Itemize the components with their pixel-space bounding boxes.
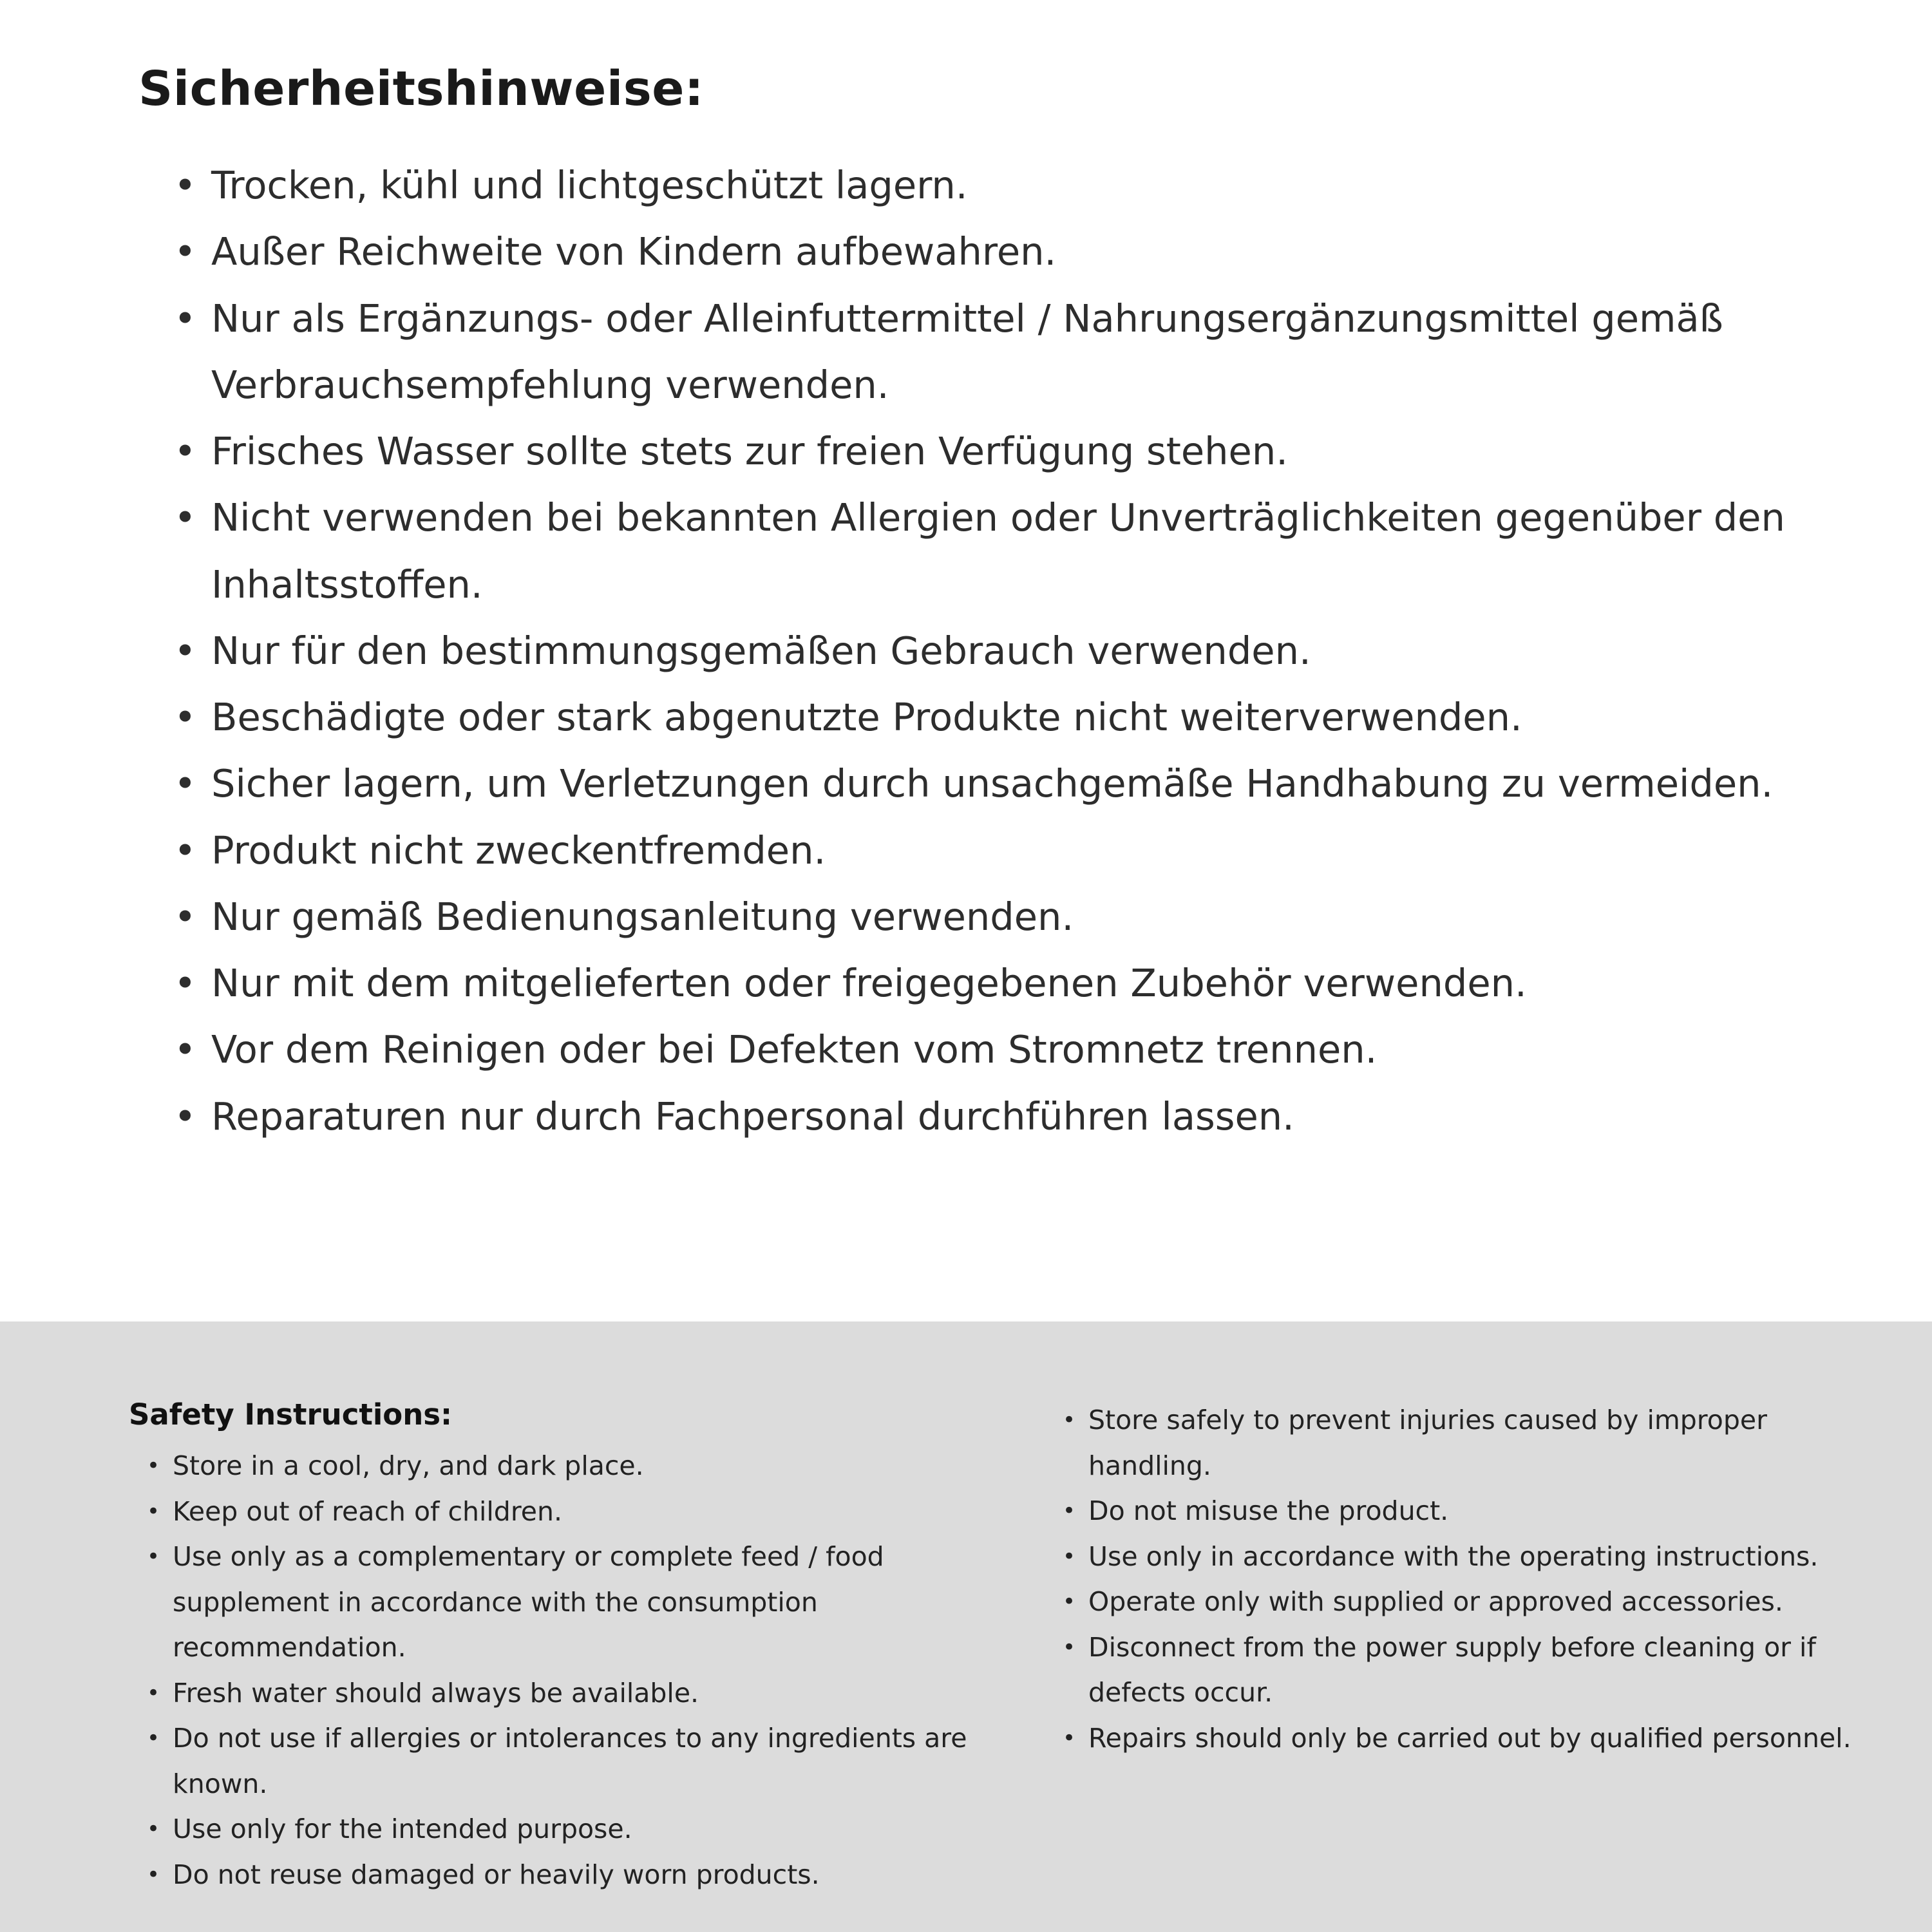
list-item bbox=[1063, 1397, 1869, 1488]
english-right-column bbox=[1045, 1397, 1869, 1932]
list-item bbox=[174, 750, 1835, 817]
list-item-text: Use only as a complementary or complete feed / food supplement in accordance with the consumption recommendation. bbox=[173, 1541, 884, 1663]
list-item bbox=[147, 1534, 992, 1671]
list-item bbox=[147, 1489, 992, 1535]
list-item-text: Produkt nicht zweckentfremden. bbox=[211, 828, 826, 873]
list-item bbox=[174, 218, 1835, 285]
list-item bbox=[174, 684, 1835, 750]
list-item-text: Repairs should only be carried out by qualified personnel. bbox=[1088, 1722, 1852, 1754]
bullet-icon: • bbox=[147, 1453, 160, 1479]
english-safety-list-left bbox=[129, 1443, 992, 1897]
bullet-icon: • bbox=[1063, 1589, 1076, 1615]
list-item bbox=[147, 1443, 992, 1489]
list-item bbox=[174, 817, 1835, 884]
list-item bbox=[1063, 1534, 1869, 1580]
list-item-text: Nur für den bestimmungsgemäßen Gebrauch verwenden. bbox=[211, 628, 1311, 673]
english-left-column bbox=[129, 1397, 992, 1932]
list-item-text: Store safely to prevent injuries caused by improper handling. bbox=[1088, 1405, 1767, 1481]
bullet-icon: • bbox=[1063, 1634, 1076, 1660]
bullet-icon: • bbox=[174, 761, 196, 806]
list-item-text: Frisches Wasser sollte stets zur freien Verfügung stehen. bbox=[211, 429, 1288, 473]
list-item-text: Do not misuse the product. bbox=[1088, 1495, 1449, 1527]
bullet-icon: • bbox=[174, 495, 196, 540]
list-item-text: Vor dem Reinigen oder bei Defekten vom Stromnetz trennen. bbox=[211, 1027, 1378, 1072]
list-item bbox=[147, 1806, 992, 1852]
list-item bbox=[174, 1083, 1835, 1150]
list-item bbox=[1063, 1716, 1869, 1761]
list-item bbox=[174, 618, 1835, 684]
list-item bbox=[1063, 1579, 1869, 1625]
list-item bbox=[147, 1852, 992, 1898]
list-item bbox=[1063, 1625, 1869, 1716]
bullet-icon: • bbox=[174, 229, 196, 274]
bullet-icon: • bbox=[147, 1725, 160, 1752]
bullet-icon: • bbox=[174, 296, 196, 341]
list-item-text: Trocken, kühl und lichtgeschützt lagern. bbox=[211, 163, 968, 207]
list-item bbox=[174, 152, 1835, 218]
bullet-icon: • bbox=[174, 1027, 196, 1072]
list-item bbox=[174, 884, 1835, 950]
english-safety-list-right bbox=[1045, 1397, 1869, 1761]
list-item bbox=[147, 1671, 992, 1716]
bullet-icon: • bbox=[147, 1816, 160, 1842]
list-item-text: Sicher lagern, um Verletzungen durch unsachgemäße Handhabung zu vermeiden. bbox=[211, 761, 1774, 806]
bullet-icon: • bbox=[174, 894, 196, 939]
list-item-text: Keep out of reach of children. bbox=[173, 1495, 563, 1527]
list-item-text: Do not use if allergies or intolerances to any ingredients are known. bbox=[173, 1723, 967, 1799]
english-section-title: Safety Instructions: bbox=[129, 1397, 453, 1432]
bullet-icon: • bbox=[1063, 1725, 1076, 1751]
list-item-text: Disconnect from the power supply before cleaning or if defects occur. bbox=[1088, 1631, 1816, 1709]
bullet-icon: • bbox=[1063, 1407, 1076, 1433]
list-item-text: Außer Reichweite von Kindern aufbewahren. bbox=[211, 229, 1057, 274]
bullet-icon: • bbox=[1063, 1543, 1076, 1569]
english-safety-section bbox=[0, 1321, 1932, 1932]
bullet-icon: • bbox=[147, 1680, 160, 1706]
bullet-icon: • bbox=[1063, 1498, 1076, 1524]
list-item-text: Nicht verwenden bei bekannten Allergien oder Unverträglichkeiten gegenüber den Inhaltsstoffen. bbox=[211, 495, 1785, 607]
bullet-icon: • bbox=[147, 1498, 160, 1524]
german-section-title: Sicherheitshinweise: bbox=[138, 61, 705, 117]
bullet-icon: • bbox=[174, 828, 196, 873]
list-item bbox=[174, 418, 1835, 484]
bullet-icon: • bbox=[174, 429, 196, 473]
list-item-text: Reparaturen nur durch Fachpersonal durchführen lassen. bbox=[211, 1094, 1294, 1139]
list-item-text: Operate only with supplied or approved accessories. bbox=[1088, 1586, 1783, 1618]
list-item bbox=[174, 950, 1835, 1016]
german-safety-list bbox=[138, 152, 1835, 1150]
list-item-text: Nur gemäß Bedienungsanleitung verwenden. bbox=[211, 894, 1074, 939]
bullet-icon: • bbox=[174, 961, 196, 1005]
bullet-icon: • bbox=[147, 1861, 160, 1888]
list-item-text: Nur mit dem mitgelieferten oder freigegebenen Zubehör verwenden. bbox=[211, 961, 1527, 1005]
list-item bbox=[174, 484, 1835, 618]
list-item bbox=[1063, 1488, 1869, 1534]
list-item-text: Fresh water should always be available. bbox=[173, 1677, 699, 1709]
list-item-text: Beschädigte oder stark abgenutzte Produkte nicht weiterverwenden. bbox=[211, 695, 1522, 739]
list-item bbox=[147, 1716, 992, 1806]
list-item bbox=[174, 285, 1835, 419]
list-item-text: Use only in accordance with the operating instructions. bbox=[1088, 1540, 1819, 1572]
list-item-text: Store in a cool, dry, and dark place. bbox=[173, 1450, 644, 1481]
list-item-text: Use only for the intended purpose. bbox=[173, 1814, 632, 1845]
bullet-icon: • bbox=[174, 1094, 196, 1139]
bullet-icon: • bbox=[174, 628, 196, 673]
bullet-icon: • bbox=[147, 1544, 160, 1570]
list-item-text: Do not reuse damaged or heavily worn products. bbox=[173, 1859, 820, 1890]
list-item bbox=[174, 1016, 1835, 1083]
list-item-text: Nur als Ergänzungs- oder Alleinfuttermittel / Nahrungsergänzungsmittel gemäß Verbrauchsempfehlung verwenden. bbox=[211, 296, 1723, 407]
bullet-icon: • bbox=[174, 163, 196, 207]
bullet-icon: • bbox=[174, 695, 196, 739]
